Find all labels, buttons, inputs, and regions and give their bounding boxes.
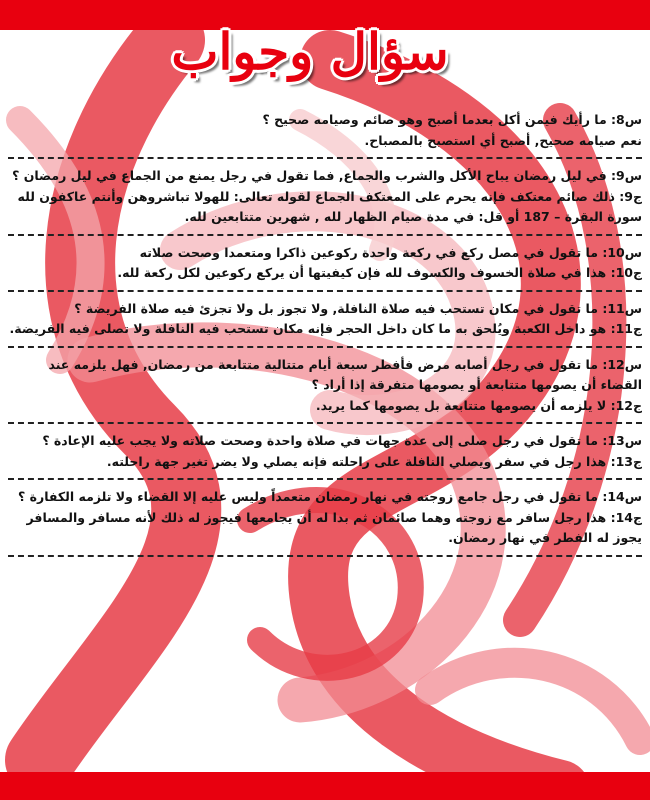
page-title: سؤال وجواب: [171, 21, 449, 81]
question-text: س12: ما تقول في رجل أصابه مرض فأفطر سبعة أيام متتالية متتابعة من رمضان, فهل يلزمه عند القضاء أن يصومها متتابعة أو يصومها متفرقة إذا أراد ؟: [48, 356, 642, 392]
answer-text: نعم صيامه صحيح, أصبح أي استصبح بالمصباح.: [364, 132, 642, 148]
question-text: س14: ما تقول في رجل جامع زوجته في نهار رمضان متعمداً وليس عليه إلا القضاء ولا تلزمه الكفارة ؟: [18, 489, 642, 504]
answer-text: ج12: لا يلزمه أن يصومها متتابعة بل يصومها كما يريد.: [315, 397, 642, 413]
dashed-divider: [8, 157, 642, 159]
question-text: س9: في ليل رمضان يباح الأكل والشرب والجماع, فما تقول في رجل يمنع من الجماع في ليل رمضان ؟: [12, 168, 642, 183]
dashed-divider: [8, 234, 642, 236]
question-text: س11: ما تقول في مكان تستحب فيه صلاة النافلة, ولا تجوز بل ولا تجزئ فيه صلاة الفريضة ؟: [74, 300, 642, 316]
question-text: س13: ما تقول في رجل صلى إلى عدة جهات في صلاة واحدة وصحت صلاته ولا يجب عليه الإعادة ؟: [42, 433, 642, 448]
qa-item: [8, 299, 642, 340]
qa-item: [8, 355, 642, 417]
answer-text: ج11: هو داخل الكعبة ويُلحق به ما كان داخل الحجر فإنه مكان تستحب فيه النافلة ولا تصلى فيه الفريضة.: [9, 321, 642, 336]
dashed-divider: [8, 478, 642, 480]
answer-text: ج13: هذا رجل في سفر ويصلي النافلة على راحلته فإنه يصلي ولا يضر تغير جهة راحلته.: [106, 453, 642, 469]
bottom-red-band: [0, 772, 650, 800]
dashed-divider: [8, 346, 642, 348]
dashed-divider: [8, 422, 642, 424]
qa-item: [8, 431, 642, 472]
qa-item: [8, 110, 642, 151]
question-text: س8: ما رأيك فيمن أكل بعدما أصبح وهو صائم وصيامه صحيح ؟: [262, 112, 642, 127]
qa-item: [8, 487, 642, 549]
qa-item: [8, 243, 642, 284]
qa-list: [8, 110, 642, 564]
question-text: س10: ما تقول في مصل ركع في ركعة واحدة ركوعين ذاكرا ومتعمدا وصحت صلاته: [139, 244, 642, 260]
answer-text: ج9: ذلك صائم معتكف فإنه يحرم على المعتكف الجماع لقوله تعالى: للهولا تباشروهن وأنتم عاكفون لله سورة البقرة – 187 أو قل: في مدة صيام الظهار لله , شهرين متتابعين لله.: [17, 188, 642, 224]
qa-item: [8, 166, 642, 228]
answer-text: ج10: هذا في صلاة الخسوف والكسوف لله فإن كيفيتها أن يركع ركوعين لكل ركعة لله.: [117, 265, 642, 280]
dashed-divider: [8, 290, 642, 292]
dashed-divider: [8, 555, 642, 557]
answer-text: ج14: هذا رجل سافر مع زوجته وهما صائمان ثم بدا له أن يجامعها فيجوز له ذلك لأنه مسافر والمسافر يجوز له الفطر في نهار رمضان.: [26, 509, 642, 545]
